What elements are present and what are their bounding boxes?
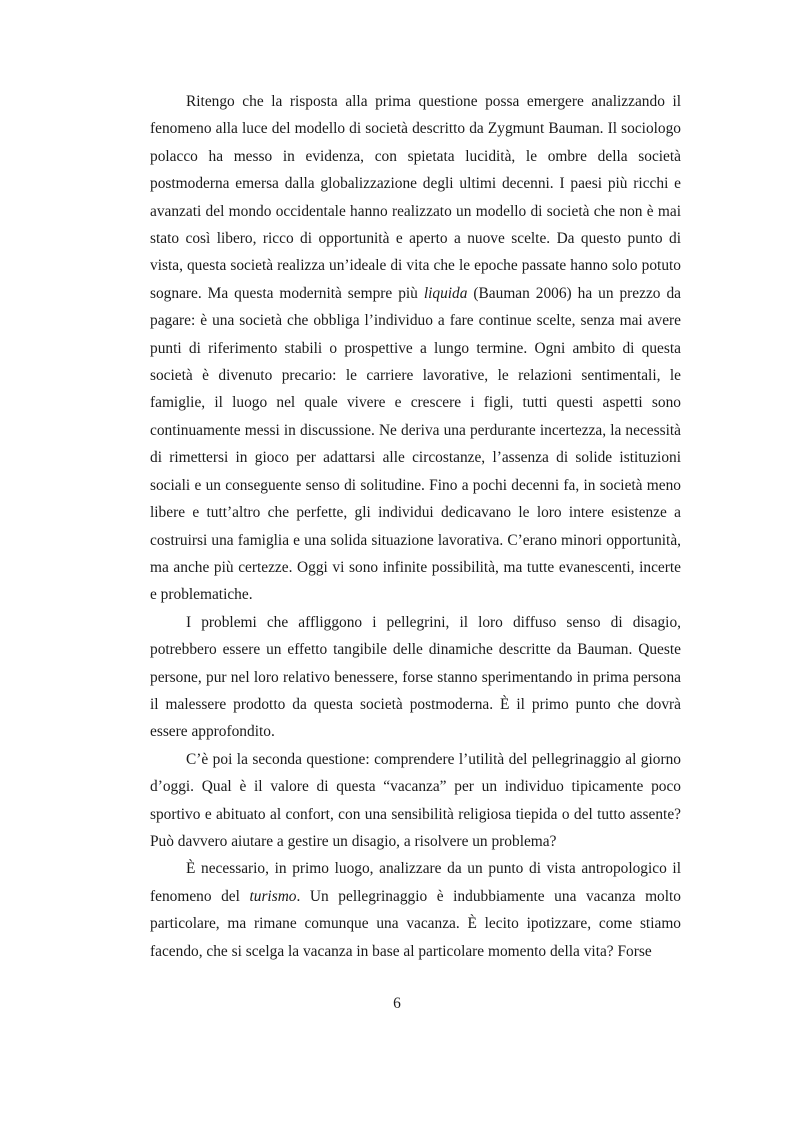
paragraph-1-run-2: (Bauman 2006) ha un prezzo da pagare: è una società che obbliga l’individuo a fare continue scelte, senza mai avere punti di riferimento stabili o prospettive a lungo termine. Ogni ambito di questa società è divenuto precario: le carriere lavorative, le relazioni sentimentali, le famiglie, il luogo nel quale vivere e crescere i figli, tutti questi aspetti sono continuamente messi in discussione. Ne deriva una perdurante incertezza, la necessità di rimettersi in gioco per adattarsi alle circostanze, l’assenza di solide istituzioni sociali e un conseguente senso di solitudine. Fino a pochi decenni fa, in società meno libere e tutt’altro che perfette, gli individui dedicavano le loro intere esistenze a costruirsi una famiglia e una solida situazione lavorativa. C’erano minori opportunità, ma anche più certezze. Oggi vi sono infinite possibilità, ma tutte evanescenti, incerte e problematiche. bbox=[150, 284, 681, 604]
paragraph-3-run-1: C’è poi la seconda questione: comprendere l’utilità del pellegrinaggio al giorno d’oggi. Qual è il valore di questa “vacanza” per un individuo tipicamente poco sportivo e abituato al confort, con una sensibilità religiosa tiepida o del tutto assente? Può davvero aiutare a gestire un disagio, a risolvere un problema? bbox=[150, 750, 681, 850]
page-number: 6 bbox=[393, 995, 401, 1012]
paragraph-1 bbox=[150, 88, 681, 609]
paragraph-2-run-1: I problemi che affliggono i pellegrini, il loro diffuso senso di disagio, potrebbero essere un effetto tangibile delle dinamiche descritte da Bauman. Queste persone, pur nel loro relativo benessere, forse stanno sperimentando in prima persona il malessere prodotto da questa società postmoderna. È il primo punto che dovrà essere approfondito. bbox=[150, 613, 681, 741]
italic-term-turismo: turismo bbox=[249, 887, 297, 905]
paragraph-3 bbox=[150, 746, 681, 856]
paragraph-2 bbox=[150, 609, 681, 746]
page-body bbox=[150, 88, 681, 965]
italic-term-liquida: liquida bbox=[423, 284, 468, 302]
paragraph-4 bbox=[150, 855, 681, 965]
paragraph-1-run-1: Ritengo che la risposta alla prima questione possa emergere analizzando il fenomeno alla luce del modello di società descritto da Zygmunt Bauman. Il sociologo polacco ha messo in evidenza, con spietata lucidità, le ombre della società postmoderna emersa dalla globalizzazione degli ultimi decenni. I paesi più ricchi e avanzati del mondo occidentale hanno realizzato un modello di società che non è mai stato così libero, ricco di opportunità e aperto a nuove scelte. Da questo punto di vista, questa società realizza un’ideale di vita che le epoche passate hanno solo potuto sognare. Ma questa modernità sempre più bbox=[150, 93, 681, 302]
paragraph-4-run-1: È necessario, in primo luogo, analizzare da un punto di vista antropologico il fenomeno del bbox=[150, 860, 681, 905]
paragraph-4-run-2: . Un pellegrinaggio è indubbiamente una vacanza molto particolare, ma rimane comunque una vacanza. È lecito ipotizzare, come stiamo facendo, che si scelga la vacanza in base al particolare momento della vita? Forse bbox=[150, 887, 681, 960]
